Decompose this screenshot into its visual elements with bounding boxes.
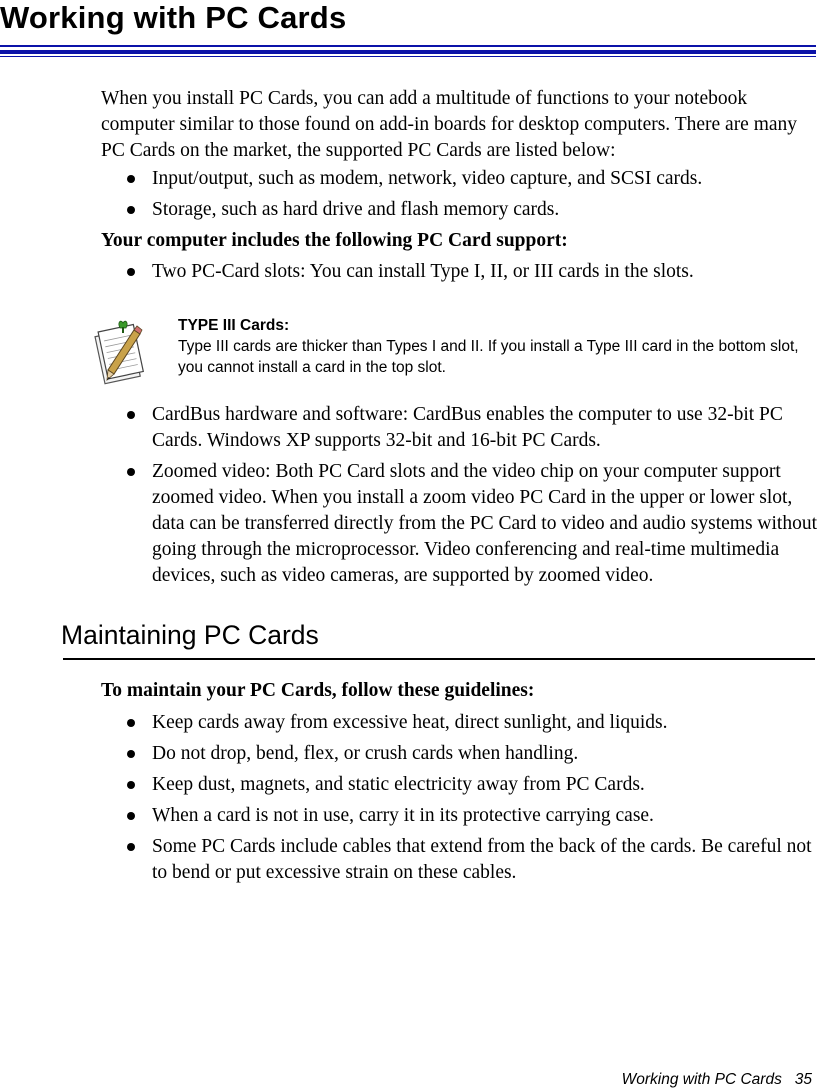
intro-paragraph: When you install PC Cards, you can add a multitude of functions to your notebook computer similar to those found on add-in boards for desktop computers. There are many PC Cards on the market, the supported PC Cards are listed below: (101, 88, 798, 161)
support-heading: Your computer includes the following PC Card support: (101, 230, 568, 251)
bullet-icon (127, 812, 135, 820)
list-item-text: Do not drop, bend, flex, or crush cards when handling. (152, 743, 579, 764)
list-item-text: When a card is not in use, carry it in its protective carrying case. (152, 805, 654, 826)
list-item-text: Keep cards away from excessive heat, direct sunlight, and liquids. (152, 712, 668, 733)
bullet-icon (127, 268, 135, 276)
section-title: Maintaining PC Cards (61, 620, 319, 650)
list-item (127, 741, 817, 767)
list-item (127, 710, 817, 736)
list-item (127, 772, 817, 798)
title-rule-middle (0, 50, 816, 54)
list-item (127, 459, 817, 589)
list-item-text: CardBus hardware and software: CardBus enables the computer to use 32-bit PC Cards. Windows XP supports 32-bit and 16-bit PC Cards. (152, 404, 783, 451)
page-footer (622, 1070, 812, 1090)
list-item-text: Storage, such as hard drive and flash memory cards. (152, 199, 560, 220)
list-item-text: Two PC-Card slots: You can install Type I, II, or III cards in the slots. (152, 261, 694, 282)
bullet-icon (127, 206, 135, 214)
list-item (127, 197, 817, 223)
note-heading: TYPE III Cards: (178, 317, 290, 334)
bullet-icon (127, 411, 135, 419)
guidelines-heading: To maintain your PC Cards, follow these guidelines: (101, 680, 535, 701)
list-item (127, 259, 817, 285)
list-item-text: Some PC Cards include cables that extend from the back of the cards. Be careful not to bend or put excessive strain on these cables. (152, 836, 812, 883)
list-item (127, 166, 817, 192)
list-item-text: Zoomed video: Both PC Card slots and the video chip on your computer support zoomed video. When you install a zoom video PC Card in the upper or lower slot, data can be transferred directly from the PC Card to video and audio systems without going through the microprocessor. Video conferencing and real-time multimedia devices, such as video cameras, are supported by zoomed video. (152, 461, 817, 586)
page-title: Working with PC Cards (0, 0, 347, 35)
list-item (127, 402, 817, 454)
bullet-icon (127, 719, 135, 727)
bullet-icon (127, 468, 135, 476)
footer-label: Working with PC Cards (621, 1071, 782, 1088)
section-rule (63, 658, 815, 660)
list-item-text: Keep dust, magnets, and static electricity away from PC Cards. (152, 774, 645, 795)
page-number: 35 (794, 1071, 812, 1088)
note-body: Type III cards are thicker than Types I and II. If you install a Type III card in the bottom slot, you cannot install a card in the top slot. (178, 338, 799, 376)
list-item (127, 803, 817, 829)
title-rule-top (0, 45, 816, 47)
bullet-icon (127, 781, 135, 789)
bullet-icon (127, 843, 135, 851)
bullet-icon (127, 750, 135, 758)
bullet-icon (127, 175, 135, 183)
title-rule-bottom (0, 56, 816, 57)
notepad-pencil-icon (90, 318, 150, 388)
list-item-text: Input/output, such as modem, network, video capture, and SCSI cards. (152, 168, 703, 189)
list-item (127, 834, 817, 886)
